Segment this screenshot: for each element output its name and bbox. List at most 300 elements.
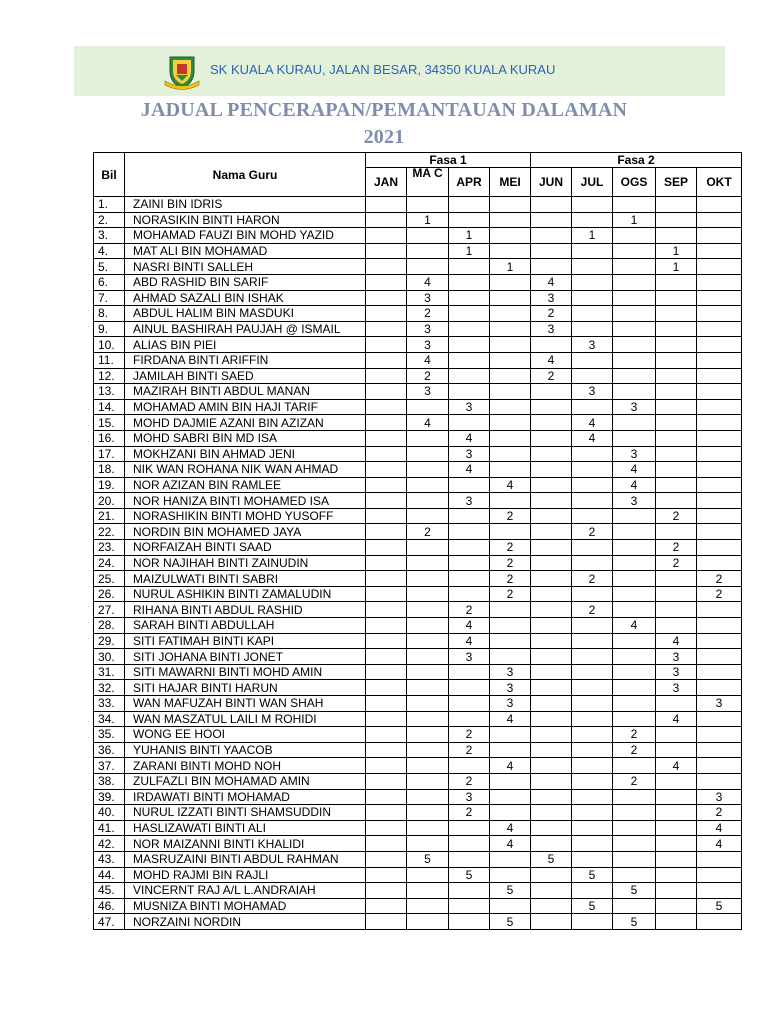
- month-cell: [449, 836, 490, 852]
- month-cell: [531, 493, 572, 509]
- teacher-name: NIK WAN ROHANA NIK WAN AHMAD: [125, 462, 366, 478]
- month-cell: 3: [697, 696, 742, 712]
- month-cell: 2: [697, 586, 742, 602]
- teacher-name: YUHANIS BINTI YAACOB: [125, 742, 366, 758]
- month-cell: 2: [531, 368, 572, 384]
- month-cell: 5: [490, 914, 531, 930]
- month-cell: [366, 446, 407, 462]
- month-cell: [656, 602, 697, 618]
- month-cell: [656, 867, 697, 883]
- month-cell: [656, 384, 697, 400]
- month-cell: 2: [490, 571, 531, 587]
- month-cell: [697, 259, 742, 275]
- month-cell: [613, 306, 656, 322]
- month-cell: [572, 586, 613, 602]
- month-cell: 3: [656, 664, 697, 680]
- month-cell: 2: [656, 555, 697, 571]
- month-cell: [407, 649, 449, 665]
- teacher-name: MOHAMAD FAUZI BIN MOHD YAZID: [125, 228, 366, 244]
- month-cell: [366, 773, 407, 789]
- month-cell: 3: [572, 337, 613, 353]
- table-row: [94, 898, 742, 914]
- teacher-name: NOR HANIZA BINTI MOHAMED ISA: [125, 493, 366, 509]
- month-cell: [656, 493, 697, 509]
- month-cell: [613, 867, 656, 883]
- month-cell: [366, 836, 407, 852]
- table-row: [94, 789, 742, 805]
- month-cell: [531, 867, 572, 883]
- table-row: [94, 696, 742, 712]
- row-number: 42.: [94, 836, 125, 852]
- month-cell: 2: [449, 773, 490, 789]
- month-cell: [697, 290, 742, 306]
- month-cell: [697, 337, 742, 353]
- table-row: [94, 649, 742, 665]
- month-cell: 4: [449, 462, 490, 478]
- month-cell: 4: [490, 758, 531, 774]
- row-number: 17.: [94, 446, 125, 462]
- table-row: [94, 290, 742, 306]
- row-number: 45.: [94, 883, 125, 899]
- month-cell: 4: [490, 477, 531, 493]
- table-row: [94, 524, 742, 540]
- table-row: [94, 352, 742, 368]
- month-cell: [572, 805, 613, 821]
- month-cell: [366, 711, 407, 727]
- month-header: MEI: [490, 168, 531, 197]
- month-cell: 4: [656, 633, 697, 649]
- table-row: [94, 368, 742, 384]
- row-number: 41.: [94, 820, 125, 836]
- teacher-name: SITI FATIMAH BINTI KAPI: [125, 633, 366, 649]
- month-cell: [366, 680, 407, 696]
- month-cell: [407, 228, 449, 244]
- month-cell: [449, 914, 490, 930]
- table-row: [94, 618, 742, 634]
- row-number: 5.: [94, 259, 125, 275]
- month-cell: [572, 197, 613, 213]
- month-cell: [531, 399, 572, 415]
- month-cell: [407, 243, 449, 259]
- month-cell: [656, 290, 697, 306]
- row-number: 38.: [94, 773, 125, 789]
- month-cell: [366, 555, 407, 571]
- month-cell: [656, 274, 697, 290]
- month-cell: [572, 773, 613, 789]
- month-cell: [572, 696, 613, 712]
- row-number: 19.: [94, 477, 125, 493]
- month-cell: 3: [449, 446, 490, 462]
- month-cell: [531, 197, 572, 213]
- month-cell: 4: [656, 758, 697, 774]
- month-cell: [366, 742, 407, 758]
- month-cell: [449, 524, 490, 540]
- month-cell: [490, 446, 531, 462]
- table-row: [94, 805, 742, 821]
- month-cell: [366, 524, 407, 540]
- month-cell: [572, 851, 613, 867]
- month-cell: [490, 243, 531, 259]
- month-cell: [366, 493, 407, 509]
- fasa1-header: Fasa 1: [366, 153, 531, 168]
- row-number: 16.: [94, 430, 125, 446]
- school-crest-icon: [162, 51, 202, 91]
- month-cell: [697, 524, 742, 540]
- month-cell: [407, 820, 449, 836]
- table-row: [94, 243, 742, 259]
- month-cell: [613, 571, 656, 587]
- month-cell: [656, 820, 697, 836]
- month-cell: 4: [490, 836, 531, 852]
- month-cell: [366, 898, 407, 914]
- teacher-name: NORASHIKIN BINTI MOHD YUSOFF: [125, 508, 366, 524]
- month-cell: 3: [449, 789, 490, 805]
- month-cell: [613, 851, 656, 867]
- month-cell: [656, 805, 697, 821]
- month-cell: [407, 883, 449, 899]
- month-cell: [531, 243, 572, 259]
- month-cell: 3: [613, 446, 656, 462]
- teacher-name: NURUL ASHIKIN BINTI ZAMALUDIN: [125, 586, 366, 602]
- month-cell: [572, 477, 613, 493]
- month-cell: [407, 540, 449, 556]
- month-cell: [366, 430, 407, 446]
- month-cell: [531, 540, 572, 556]
- month-cell: [656, 742, 697, 758]
- month-cell: [490, 321, 531, 337]
- teacher-name: NORDIN BIN MOHAMED JAYA: [125, 524, 366, 540]
- month-cell: [697, 477, 742, 493]
- month-cell: [366, 696, 407, 712]
- month-cell: [656, 851, 697, 867]
- teacher-name: MASRUZAINI BINTI ABDUL RAHMAN: [125, 851, 366, 867]
- month-cell: [656, 571, 697, 587]
- row-number: 46.: [94, 898, 125, 914]
- month-cell: [656, 306, 697, 322]
- month-cell: [572, 789, 613, 805]
- month-cell: [697, 493, 742, 509]
- table-row: [94, 415, 742, 431]
- month-cell: [572, 555, 613, 571]
- month-cell: [407, 914, 449, 930]
- month-cell: [656, 446, 697, 462]
- month-cell: 4: [449, 633, 490, 649]
- month-cell: [531, 742, 572, 758]
- row-number: 18.: [94, 462, 125, 478]
- month-cell: [572, 274, 613, 290]
- month-cell: [490, 633, 531, 649]
- month-cell: [490, 649, 531, 665]
- month-cell: [490, 524, 531, 540]
- month-cell: 4: [490, 711, 531, 727]
- month-cell: [656, 618, 697, 634]
- month-cell: 3: [572, 384, 613, 400]
- teacher-name: IRDAWATI BINTI MOHAMAD: [125, 789, 366, 805]
- month-cell: [572, 680, 613, 696]
- month-cell: [490, 274, 531, 290]
- month-cell: [449, 259, 490, 275]
- table-row: [94, 602, 742, 618]
- month-cell: [572, 711, 613, 727]
- month-cell: [449, 368, 490, 384]
- month-cell: [366, 321, 407, 337]
- month-cell: [407, 462, 449, 478]
- month-cell: [531, 618, 572, 634]
- month-cell: 1: [407, 212, 449, 228]
- month-cell: [490, 789, 531, 805]
- teacher-name: ZAINI BIN IDRIS: [125, 197, 366, 213]
- teacher-name: ZARANI BINTI MOHD NOH: [125, 758, 366, 774]
- month-cell: [407, 555, 449, 571]
- month-cell: 4: [449, 430, 490, 446]
- month-cell: [490, 898, 531, 914]
- teacher-name: NOR AZIZAN BIN RAMLEE: [125, 477, 366, 493]
- row-number: 32.: [94, 680, 125, 696]
- month-cell: 3: [697, 789, 742, 805]
- month-cell: [366, 477, 407, 493]
- month-cell: [697, 446, 742, 462]
- table-row: [94, 540, 742, 556]
- month-cell: [697, 773, 742, 789]
- row-number: 6.: [94, 274, 125, 290]
- month-cell: [697, 508, 742, 524]
- month-cell: [656, 586, 697, 602]
- month-cell: 2: [613, 727, 656, 743]
- month-cell: [531, 212, 572, 228]
- month-cell: [656, 696, 697, 712]
- month-cell: [407, 727, 449, 743]
- row-number: 40.: [94, 805, 125, 821]
- month-cell: 4: [572, 430, 613, 446]
- month-cell: [572, 212, 613, 228]
- table-row: [94, 664, 742, 680]
- month-cell: [366, 352, 407, 368]
- teacher-name: WAN MASZATUL LAILI M ROHIDI: [125, 711, 366, 727]
- month-cell: [449, 321, 490, 337]
- month-cell: [572, 306, 613, 322]
- month-cell: [407, 633, 449, 649]
- month-header: JAN: [366, 168, 407, 197]
- table-row: [94, 867, 742, 883]
- month-cell: [366, 384, 407, 400]
- month-cell: [449, 680, 490, 696]
- table-row: [94, 493, 742, 509]
- table-row: [94, 430, 742, 446]
- table-row: [94, 727, 742, 743]
- month-header: JUN: [531, 168, 572, 197]
- month-cell: [656, 477, 697, 493]
- table-row: [94, 321, 742, 337]
- month-cell: [407, 867, 449, 883]
- month-cell: [366, 259, 407, 275]
- row-number: 23.: [94, 540, 125, 556]
- month-cell: [613, 508, 656, 524]
- month-cell: [407, 758, 449, 774]
- month-cell: [656, 368, 697, 384]
- month-cell: [490, 727, 531, 743]
- month-cell: [449, 758, 490, 774]
- month-cell: [449, 820, 490, 836]
- month-cell: [613, 758, 656, 774]
- teacher-name: NORASIKIN BINTI HARON: [125, 212, 366, 228]
- month-cell: [407, 696, 449, 712]
- teacher-name: NASRI BINTI SALLEH: [125, 259, 366, 275]
- month-cell: 3: [656, 680, 697, 696]
- month-cell: [697, 914, 742, 930]
- month-cell: [613, 274, 656, 290]
- month-cell: [697, 415, 742, 431]
- teacher-name: NOR NAJIHAH BINTI ZAINUDIN: [125, 555, 366, 571]
- month-cell: [656, 914, 697, 930]
- month-cell: [407, 680, 449, 696]
- document-year: 2021: [363, 126, 405, 148]
- month-cell: [449, 555, 490, 571]
- row-number: 3.: [94, 228, 125, 244]
- month-cell: [572, 758, 613, 774]
- teacher-name: MAZIRAH BINTI ABDUL MANAN: [125, 384, 366, 400]
- month-cell: [407, 399, 449, 415]
- month-cell: [531, 337, 572, 353]
- month-cell: 4: [697, 836, 742, 852]
- month-cell: [366, 571, 407, 587]
- month-cell: [531, 805, 572, 821]
- month-cell: 1: [613, 212, 656, 228]
- month-cell: [490, 197, 531, 213]
- month-cell: 1: [490, 259, 531, 275]
- teacher-name: SARAH BINTI ABDULLAH: [125, 618, 366, 634]
- row-number: 28.: [94, 618, 125, 634]
- month-cell: 5: [613, 914, 656, 930]
- month-cell: 3: [531, 321, 572, 337]
- month-cell: [366, 602, 407, 618]
- month-cell: [572, 664, 613, 680]
- month-cell: [531, 384, 572, 400]
- month-cell: 2: [449, 727, 490, 743]
- month-cell: 2: [697, 571, 742, 587]
- table-row: [94, 259, 742, 275]
- month-cell: [572, 243, 613, 259]
- month-cell: [697, 430, 742, 446]
- month-cell: [613, 540, 656, 556]
- month-cell: [613, 680, 656, 696]
- month-cell: [572, 446, 613, 462]
- teacher-name: ZULFAZLI BIN MOHAMAD AMIN: [125, 773, 366, 789]
- month-cell: [697, 649, 742, 665]
- month-cell: [407, 618, 449, 634]
- table-row: [94, 883, 742, 899]
- month-cell: 5: [407, 851, 449, 867]
- month-cell: [366, 851, 407, 867]
- month-cell: [531, 680, 572, 696]
- month-cell: [366, 867, 407, 883]
- table-row: [94, 758, 742, 774]
- month-cell: [490, 212, 531, 228]
- month-cell: [572, 508, 613, 524]
- month-cell: [697, 633, 742, 649]
- month-cell: 3: [531, 290, 572, 306]
- month-cell: [613, 290, 656, 306]
- month-cell: [697, 883, 742, 899]
- month-cell: [531, 446, 572, 462]
- teacher-name: HASLIZAWATI BINTI ALI: [125, 820, 366, 836]
- month-cell: [613, 243, 656, 259]
- month-cell: 3: [407, 384, 449, 400]
- month-cell: [449, 290, 490, 306]
- month-cell: [449, 477, 490, 493]
- month-cell: [656, 524, 697, 540]
- month-cell: [366, 727, 407, 743]
- month-cell: [449, 586, 490, 602]
- month-cell: [531, 696, 572, 712]
- month-cell: 4: [613, 618, 656, 634]
- row-number: 26.: [94, 586, 125, 602]
- month-cell: [613, 555, 656, 571]
- month-cell: 5: [531, 851, 572, 867]
- month-header: OKT: [697, 168, 742, 197]
- month-header: SEP: [656, 168, 697, 197]
- month-cell: 5: [572, 898, 613, 914]
- row-number: 2.: [94, 212, 125, 228]
- month-cell: [366, 399, 407, 415]
- table-row: [94, 586, 742, 602]
- table-row: [94, 274, 742, 290]
- month-cell: [572, 820, 613, 836]
- table-row: [94, 477, 742, 493]
- month-cell: [613, 430, 656, 446]
- month-cell: [613, 197, 656, 213]
- teacher-name: RIHANA BINTI ABDUL RASHID: [125, 602, 366, 618]
- month-cell: [656, 352, 697, 368]
- month-cell: [572, 540, 613, 556]
- school-banner: [74, 46, 725, 96]
- month-cell: [697, 321, 742, 337]
- month-cell: [697, 602, 742, 618]
- month-cell: [531, 259, 572, 275]
- teacher-name: MOHAMAD AMIN BIN HAJI TARIF: [125, 399, 366, 415]
- table-row: [94, 384, 742, 400]
- month-cell: 4: [407, 415, 449, 431]
- teacher-name: VINCERNT RAJ A/L L.ANDRAIAH: [125, 883, 366, 899]
- month-cell: [697, 274, 742, 290]
- month-cell: [449, 212, 490, 228]
- row-number: 9.: [94, 321, 125, 337]
- month-cell: [531, 664, 572, 680]
- teacher-name: MAT ALI BIN MOHAMAD: [125, 243, 366, 259]
- month-cell: [531, 602, 572, 618]
- table-row: [94, 337, 742, 353]
- month-cell: [572, 836, 613, 852]
- month-cell: [697, 243, 742, 259]
- month-cell: [613, 384, 656, 400]
- month-cell: [407, 805, 449, 821]
- month-cell: [656, 883, 697, 899]
- month-cell: [613, 602, 656, 618]
- month-cell: 4: [490, 820, 531, 836]
- table-row: [94, 555, 742, 571]
- row-number: 15.: [94, 415, 125, 431]
- month-cell: 5: [613, 883, 656, 899]
- month-cell: [407, 711, 449, 727]
- month-cell: [366, 212, 407, 228]
- month-cell: [613, 820, 656, 836]
- month-cell: [531, 883, 572, 899]
- row-number: 35.: [94, 727, 125, 743]
- month-cell: 3: [656, 649, 697, 665]
- teacher-name: NOR MAIZANNI BINTI KHALIDI: [125, 836, 366, 852]
- table-row: [94, 773, 742, 789]
- month-cell: 2: [490, 555, 531, 571]
- month-cell: [366, 243, 407, 259]
